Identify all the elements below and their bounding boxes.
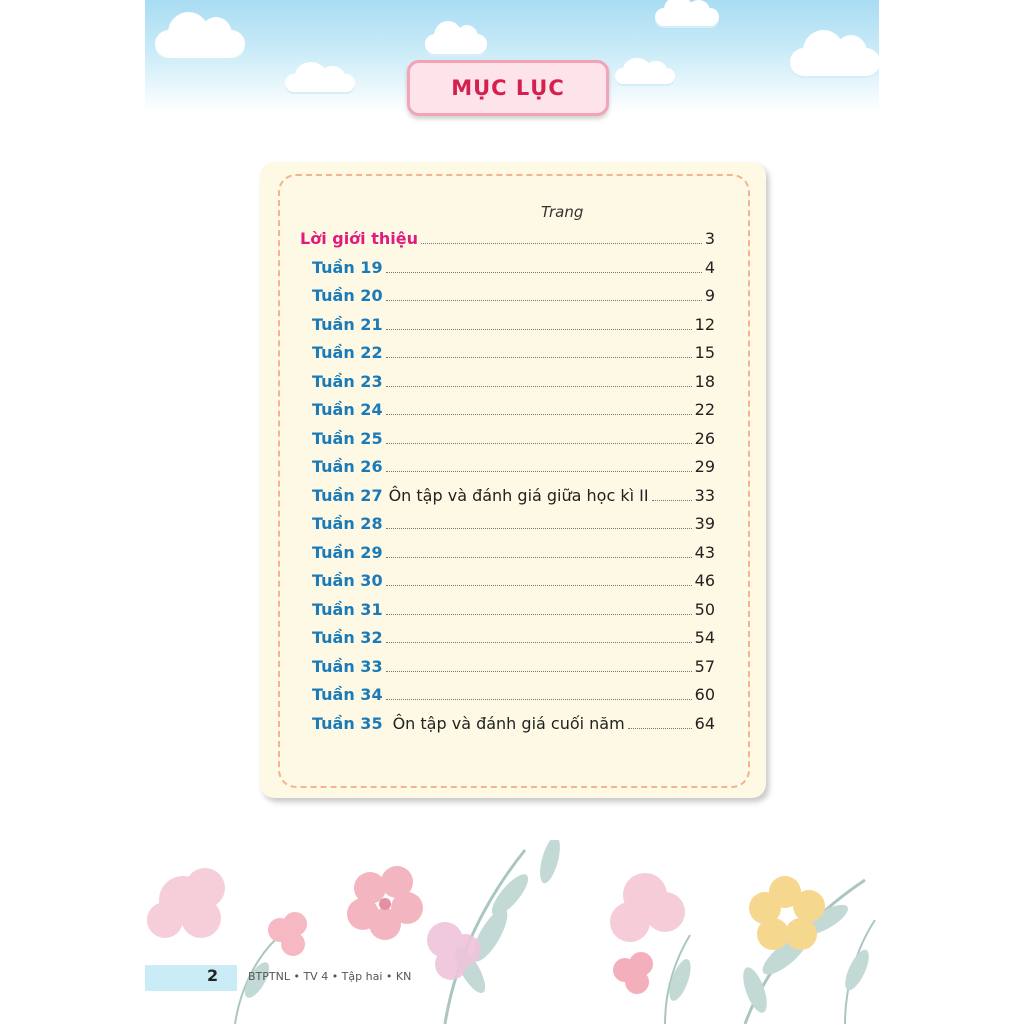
toc-entry[interactable] — [312, 457, 715, 483]
toc-entry-page: 26 — [694, 429, 715, 448]
toc-entry-page: 22 — [694, 400, 715, 419]
toc-entry-label: Tuần 33 — [312, 657, 383, 676]
footer-band — [145, 965, 237, 991]
book-code: BTPTNL • TV 4 • Tập hai • KN — [248, 970, 412, 983]
toc-entry-label: Tuần 28 — [312, 514, 383, 533]
toc-entry[interactable] — [312, 286, 715, 312]
toc-entry-page: 39 — [694, 514, 715, 533]
toc-entry-page: 4 — [704, 258, 715, 277]
toc-entry-page: 54 — [694, 628, 715, 647]
toc-entry-intro[interactable] — [300, 229, 715, 255]
toc-entry[interactable] — [312, 514, 715, 540]
dot-leader — [421, 243, 702, 244]
toc-entry-label: Tuần 29 — [312, 543, 383, 562]
toc-entry-page: 33 — [694, 486, 715, 505]
toc-entry[interactable] — [312, 372, 715, 398]
dot-leader — [386, 614, 692, 615]
toc-page-heading: Trang — [541, 203, 584, 221]
toc-entry-label: Tuần 30 — [312, 571, 383, 590]
toc-entry[interactable] — [312, 429, 715, 455]
dot-leader — [386, 557, 692, 558]
cloud-icon — [425, 34, 487, 54]
toc-entry[interactable] — [312, 543, 715, 569]
page-number: 2 — [207, 966, 219, 985]
cloud-icon — [615, 68, 675, 84]
toc-entry[interactable] — [312, 571, 715, 597]
toc-entry[interactable] — [312, 628, 715, 654]
toc-entry[interactable] — [312, 685, 715, 711]
dot-leader — [386, 528, 692, 529]
toc-entry[interactable] — [312, 315, 715, 341]
toc-entry-page: 9 — [704, 286, 715, 305]
toc-entry-label: Tuần 31 — [312, 600, 383, 619]
toc-entry-page: 57 — [694, 657, 715, 676]
cloud-icon — [655, 8, 719, 26]
cloud-icon — [285, 74, 355, 92]
toc-entry-title: Ôn tập và đánh giá giữa học kì II — [388, 486, 649, 505]
dot-leader — [386, 699, 692, 700]
toc-entry-label: Tuần 27 — [312, 486, 383, 505]
toc-entry-page: 15 — [694, 343, 715, 362]
toc-entry[interactable] — [312, 400, 715, 426]
dot-leader — [386, 357, 692, 358]
toc-entry-label: Tuần 21 — [312, 315, 383, 334]
flower-decoration — [145, 840, 879, 1024]
dot-leader — [386, 585, 692, 586]
toc-entry-page: 50 — [694, 600, 715, 619]
dot-leader — [386, 386, 692, 387]
toc-entry-page: 29 — [694, 457, 715, 476]
dot-leader — [386, 443, 692, 444]
dot-leader — [386, 671, 692, 672]
toc-entry[interactable] — [312, 486, 715, 512]
toc-entry-page: 60 — [694, 685, 715, 704]
dot-leader — [386, 642, 692, 643]
toc-entry-label: Tuần 22 — [312, 343, 383, 362]
page-title: MỤC LỤC — [451, 76, 565, 100]
toc-entry-label: Tuần 19 — [312, 258, 383, 277]
toc-entry-label: Tuần 35 — [312, 714, 383, 733]
toc-entry[interactable] — [312, 657, 715, 683]
toc-entry-label: Tuần 26 — [312, 457, 383, 476]
toc-entry-page: 46 — [694, 571, 715, 590]
toc-title-box — [407, 60, 609, 116]
toc-entry-page: 43 — [694, 543, 715, 562]
dot-leader — [386, 471, 692, 472]
dot-leader — [652, 500, 692, 501]
dot-leader — [386, 414, 692, 415]
toc-entry-label: Tuần 23 — [312, 372, 383, 391]
toc-entry[interactable] — [312, 600, 715, 626]
toc-entry-label: Tuần 20 — [312, 286, 383, 305]
dot-leader — [386, 272, 702, 273]
cloud-icon — [790, 48, 879, 76]
toc-entry-page: 3 — [704, 229, 715, 248]
toc-entry[interactable] — [312, 343, 715, 369]
toc-entry-page: 64 — [694, 714, 715, 733]
cloud-icon — [155, 30, 245, 58]
toc-entry-label: Tuần 34 — [312, 685, 383, 704]
toc-entry-page: 18 — [694, 372, 715, 391]
toc-entry-label: Lời giới thiệu — [300, 229, 418, 248]
toc-entry[interactable] — [312, 258, 715, 284]
book-page — [145, 0, 879, 1024]
toc-entry-label: Tuần 25 — [312, 429, 383, 448]
toc-entry-title: Ôn tập và đánh giá cuối năm — [392, 714, 625, 733]
toc-entry[interactable] — [312, 714, 715, 740]
toc-entry-label: Tuần 32 — [312, 628, 383, 647]
toc-entry-label: Tuần 24 — [312, 400, 383, 419]
dot-leader — [386, 329, 692, 330]
dot-leader — [628, 728, 692, 729]
toc-entry-page: 12 — [694, 315, 715, 334]
dot-leader — [386, 300, 702, 301]
